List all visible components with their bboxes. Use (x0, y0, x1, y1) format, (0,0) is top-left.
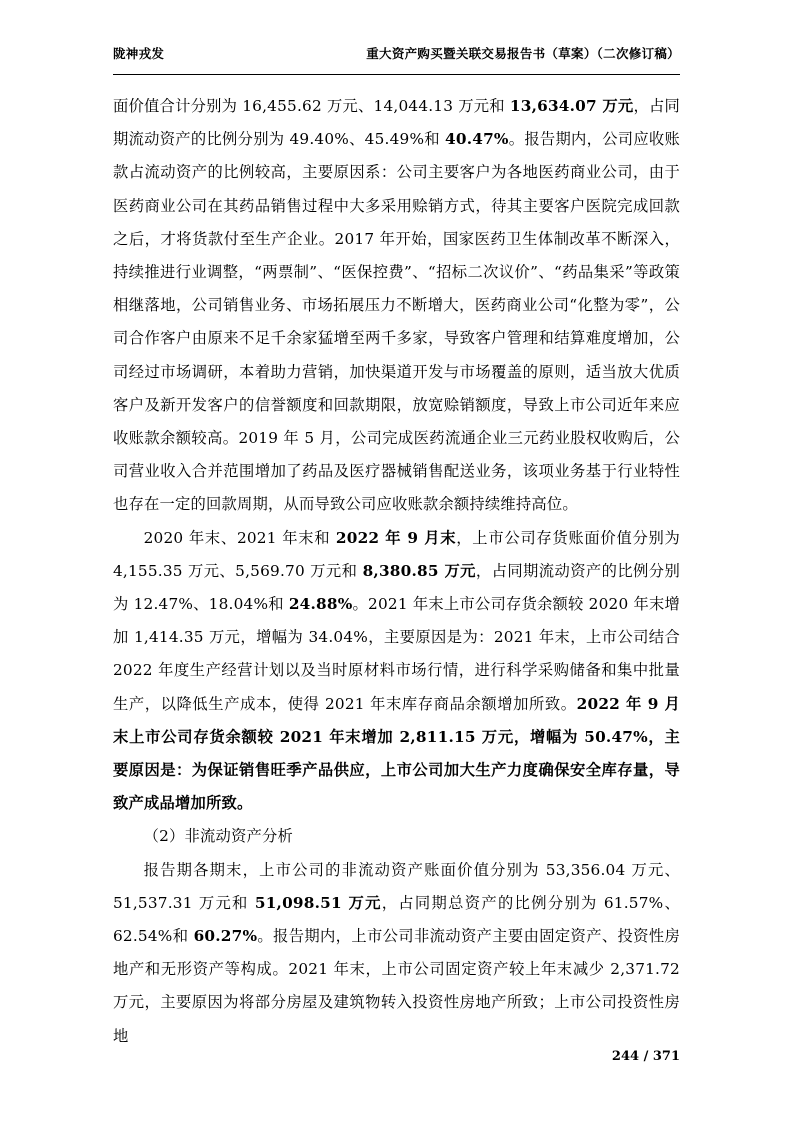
header-document-title: 重大资产购买暨关联交易报告书（草案）（二次修订稿） (366, 46, 680, 61)
header-divider (113, 74, 680, 75)
text-run: 2022 年 9 月末 (335, 528, 457, 547)
text-run: ，上市公司存货账面价值分别为 4,155.35 万元、5,569.70 万元和 (113, 528, 680, 580)
document-body (113, 90, 680, 1053)
text-run: ，占同期总资产的比例分别为 61.57%、62.54%和 (113, 893, 680, 946)
text-run: 8,380.85 万元 (362, 561, 476, 580)
paragraph-inventory (113, 522, 680, 821)
text-run: 24.88% (288, 595, 353, 614)
text-run: （2）非流动资产分析 (143, 827, 293, 846)
text-run: 报告期各期末，上市公司的非流动资产账面价值分别为 53,356.04 万元、51,537.31 万元和 (113, 860, 680, 912)
text-run: 40.47% (445, 130, 509, 149)
text-run: ，占同期流动资产的比例分别为 49.40%、45.49%和 (113, 97, 680, 149)
text-run: 。报告期内，上市公司非流动资产主要由固定资产、投资性房地产和无形资产等构成。2021 年末，上市公司固定资产较上年末减少 2,371.72 万元，主要原因为将部分房屋及建筑物转入投资性房地产所致；上市公司投资性房地 (113, 927, 680, 1045)
header-company-name: 陇神戎发 (113, 46, 165, 61)
paragraph-current-assets (113, 90, 680, 522)
paragraph-section-heading (113, 820, 680, 853)
text-run: 。2021 年末上市公司存货余额较 2020 年末增加 1,414.35 万元，增幅为 34.04%，主要原因是为：2021 年末，上市公司结合 2022 年度生产经营计划以及当时原材料市场行情，进行科学采购储备和集中批量生产，以降低生产成本，使得 2021 年末库存商品余额增加所致。 (113, 595, 681, 713)
text-run: 13,634.07 万元 (509, 97, 634, 115)
text-run: ，占同期流动资产的比例分别为 12.47%、18.04%和 (113, 561, 680, 614)
text-run: 面价值合计分别为 16,455.62 万元、14,044.13 万元和 (113, 97, 510, 115)
text-run: 51,098.51 万元 (254, 893, 382, 912)
text-run: 2020 年末、2021 年末和 (143, 528, 336, 547)
text-run: 60.27% (193, 927, 258, 946)
text-run: 2022 年 9 月末上市公司存货余额较 2021 年末增加 2,811.15 万元，增幅为 50.47%，主要原因是：为保证销售旺季产品供应，上市公司加大生产力度确保安全库存量，导致产成品增加所致。 (113, 694, 680, 813)
page-number: 244 / 371 (611, 1049, 680, 1064)
text-run: 。报告期内，公司应收账款占流动资产的比例较高，主要原因系：公司主要客户为各地医药商业公司，由于医药商业公司在其药品销售过程中大多采用赊销方式，待其主要客户医院完成回款之后，才将货款付至生产企业。2017 年开始，国家医药卫生体制改革不断深入，持续推进行业调整，“两票制”、“医保控费”、“招标二次议价”、“药品集采”等政策相继落地，公司销售业务、市场拓展压力不断增大，医药商业公司“化整为零”，公司合作客户由原来不足千余家猛增至两千多家，导致客户管理和结算难度增加，公司经过市场调研，本着助力营销，加快渠道开发与市场覆盖的原则，适当放大优质客户及新开发客户的信誉额度和回款期限，放宽赊销额度，导致上市公司近年来应收账款余额较高。2019 年 5 月，公司完成医药流通企业三元药业股权收购后，公司营业收入合并范围增加了药品及医疗器械销售配送业务，该项业务基于行业特性也存在一定的回款周期，从而导致公司应收账款余额持续维持高位。 (113, 130, 681, 514)
paragraph-noncurrent-assets (113, 854, 680, 1053)
page-header (113, 44, 680, 62)
